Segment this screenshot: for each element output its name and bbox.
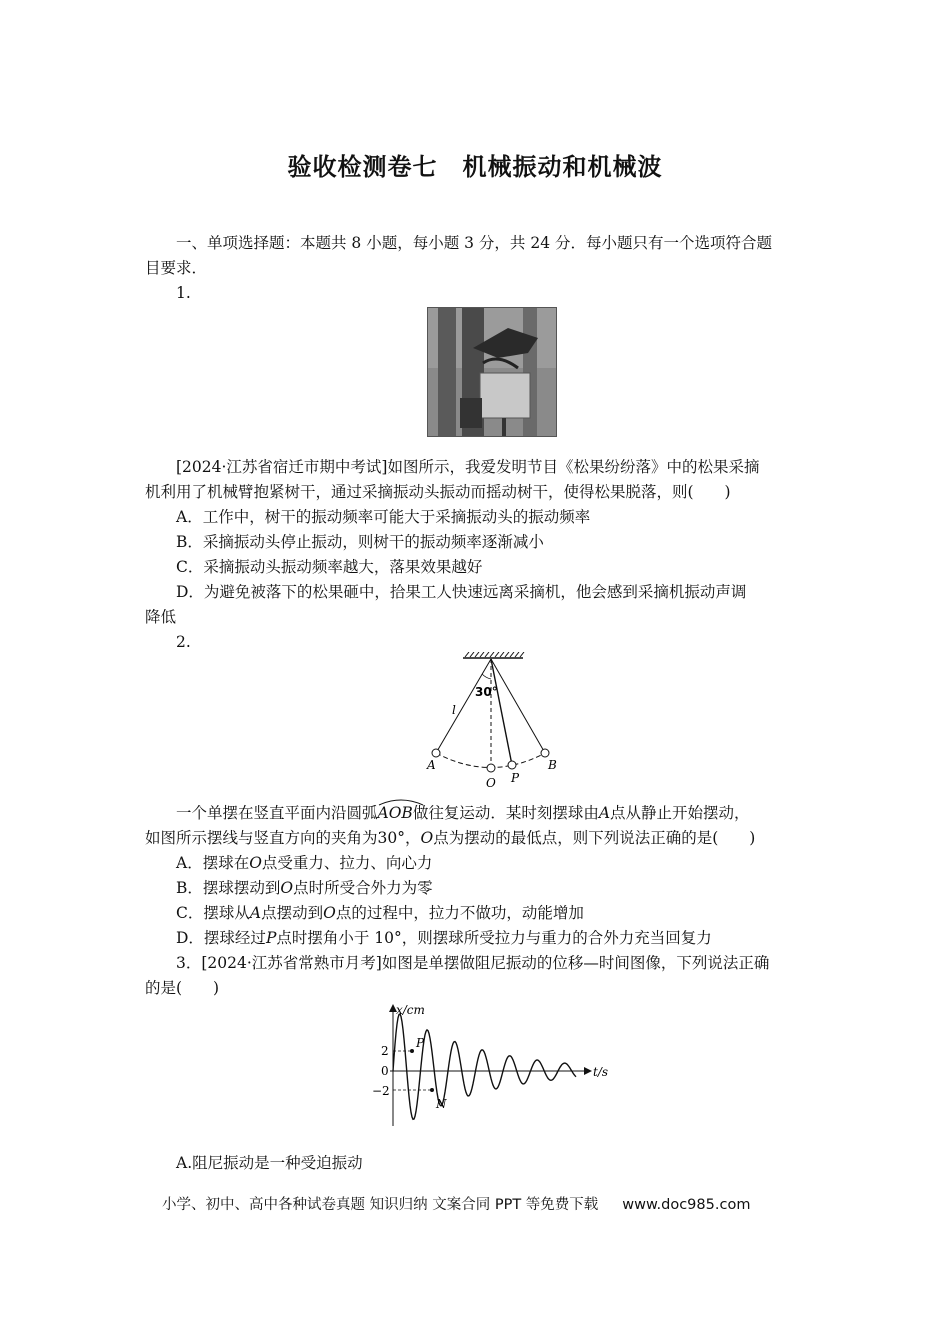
point-n-label: N (436, 1097, 447, 1111)
angle-label: 30° (475, 685, 498, 699)
point-p-label: P (416, 1036, 425, 1050)
point-p-marker (410, 1049, 414, 1053)
point-a-label: A (427, 758, 436, 772)
q2-number: 2. (176, 633, 191, 651)
q1-option-a: A．工作中，树干的振动频率可能大于采摘振动头的振动频率 (176, 508, 591, 526)
x-axis-label: t/s (593, 1065, 609, 1079)
q2-option-c: C．摆球从A点摆动到O点的过程中，拉力不做功，动能增加 (176, 904, 584, 922)
q3-stem-line2: 的是( ) (145, 979, 220, 997)
footer (162, 1193, 750, 1214)
length-label: l (452, 703, 456, 717)
point-p-label: P (511, 771, 520, 785)
footer-text: 小学、初中、高中各种试卷真题 知识归纳 文案合同 PPT 等免费下载 (162, 1197, 599, 1213)
q3-stem-line1: 3．[2024·江苏省常熟市月考]如图是单摆做阻尼振动的位移—时间图像，下列说法正确 (176, 954, 770, 972)
point-n-marker (430, 1088, 434, 1092)
pendulum-figure (420, 652, 570, 792)
q1-number: 1. (176, 284, 191, 302)
q2-option-b: B．摆球摆动到O点时所受合外力为零 (176, 879, 433, 897)
pine-cone-picker-photo (427, 307, 557, 437)
q1-stem-line1: [2024·江苏省宿迁市期中考试]如图所示，我爱发明节目《松果纷纷落》中的松果采摘 (176, 458, 760, 476)
tick-0: 0 (381, 1064, 389, 1078)
footer-url[interactable]: www.doc985.com (622, 1197, 751, 1213)
y-axis-label: x/cm (396, 1003, 425, 1017)
q1-option-b: B．采摘振动头停止振动，则树干的振动频率逐渐减小 (176, 533, 544, 551)
q1-option-c: C．采摘振动头振动频率越大，落果效果越好 (176, 558, 483, 576)
point-b-label: B (548, 758, 557, 772)
page-title: 验收检测卷七 机械振动和机械波 (287, 153, 663, 181)
tick-minus2: −2 (372, 1084, 390, 1098)
q3-option-a: A.阻尼振动是一种受迫振动 (176, 1154, 363, 1172)
q2-stem-line1: 一个单摆在竖直平面内沿圆弧 AOB做往复运动．某时刻摆球由A点从静止开始摆动， (176, 802, 750, 824)
q1-option-d-line2: 降低 (145, 608, 177, 626)
q2-stem-line2: 如图所示摆线与竖直方向的夹角为30°，O点为摆动的最低点，则下列说法正确的是( ) (145, 829, 756, 847)
tick-2: 2 (381, 1044, 389, 1058)
section-heading-line2: 目要求． (145, 259, 208, 277)
point-o-label: O (486, 776, 496, 790)
arc-aob-label: AOB (378, 802, 413, 824)
q1-stem-line2: 机利用了机械臂抱紧树干，通过采摘振动头振动而摇动树干，使得松果脱落，则( ) (145, 483, 731, 501)
section-heading-line1: 一、单项选择题：本题共 8 小题，每小题 3 分，共 24 分．每小题只有一个选项符合题 (176, 234, 773, 252)
q2-option-d: D．摆球经过P点时摆角小于 10°，则摆球所受拉力与重力的合外力充当回复力 (176, 929, 712, 947)
q1-option-d-line1: D．为避免被落下的松果砸中，拾果工人快速远离采摘机，他会感到采摘机振动声调 (176, 583, 747, 601)
damped-wave-curve (393, 1014, 576, 1119)
damped-oscillation-graph (360, 1000, 620, 1132)
q2-option-a: A．摆球在O点受重力、拉力、向心力 (176, 854, 433, 872)
